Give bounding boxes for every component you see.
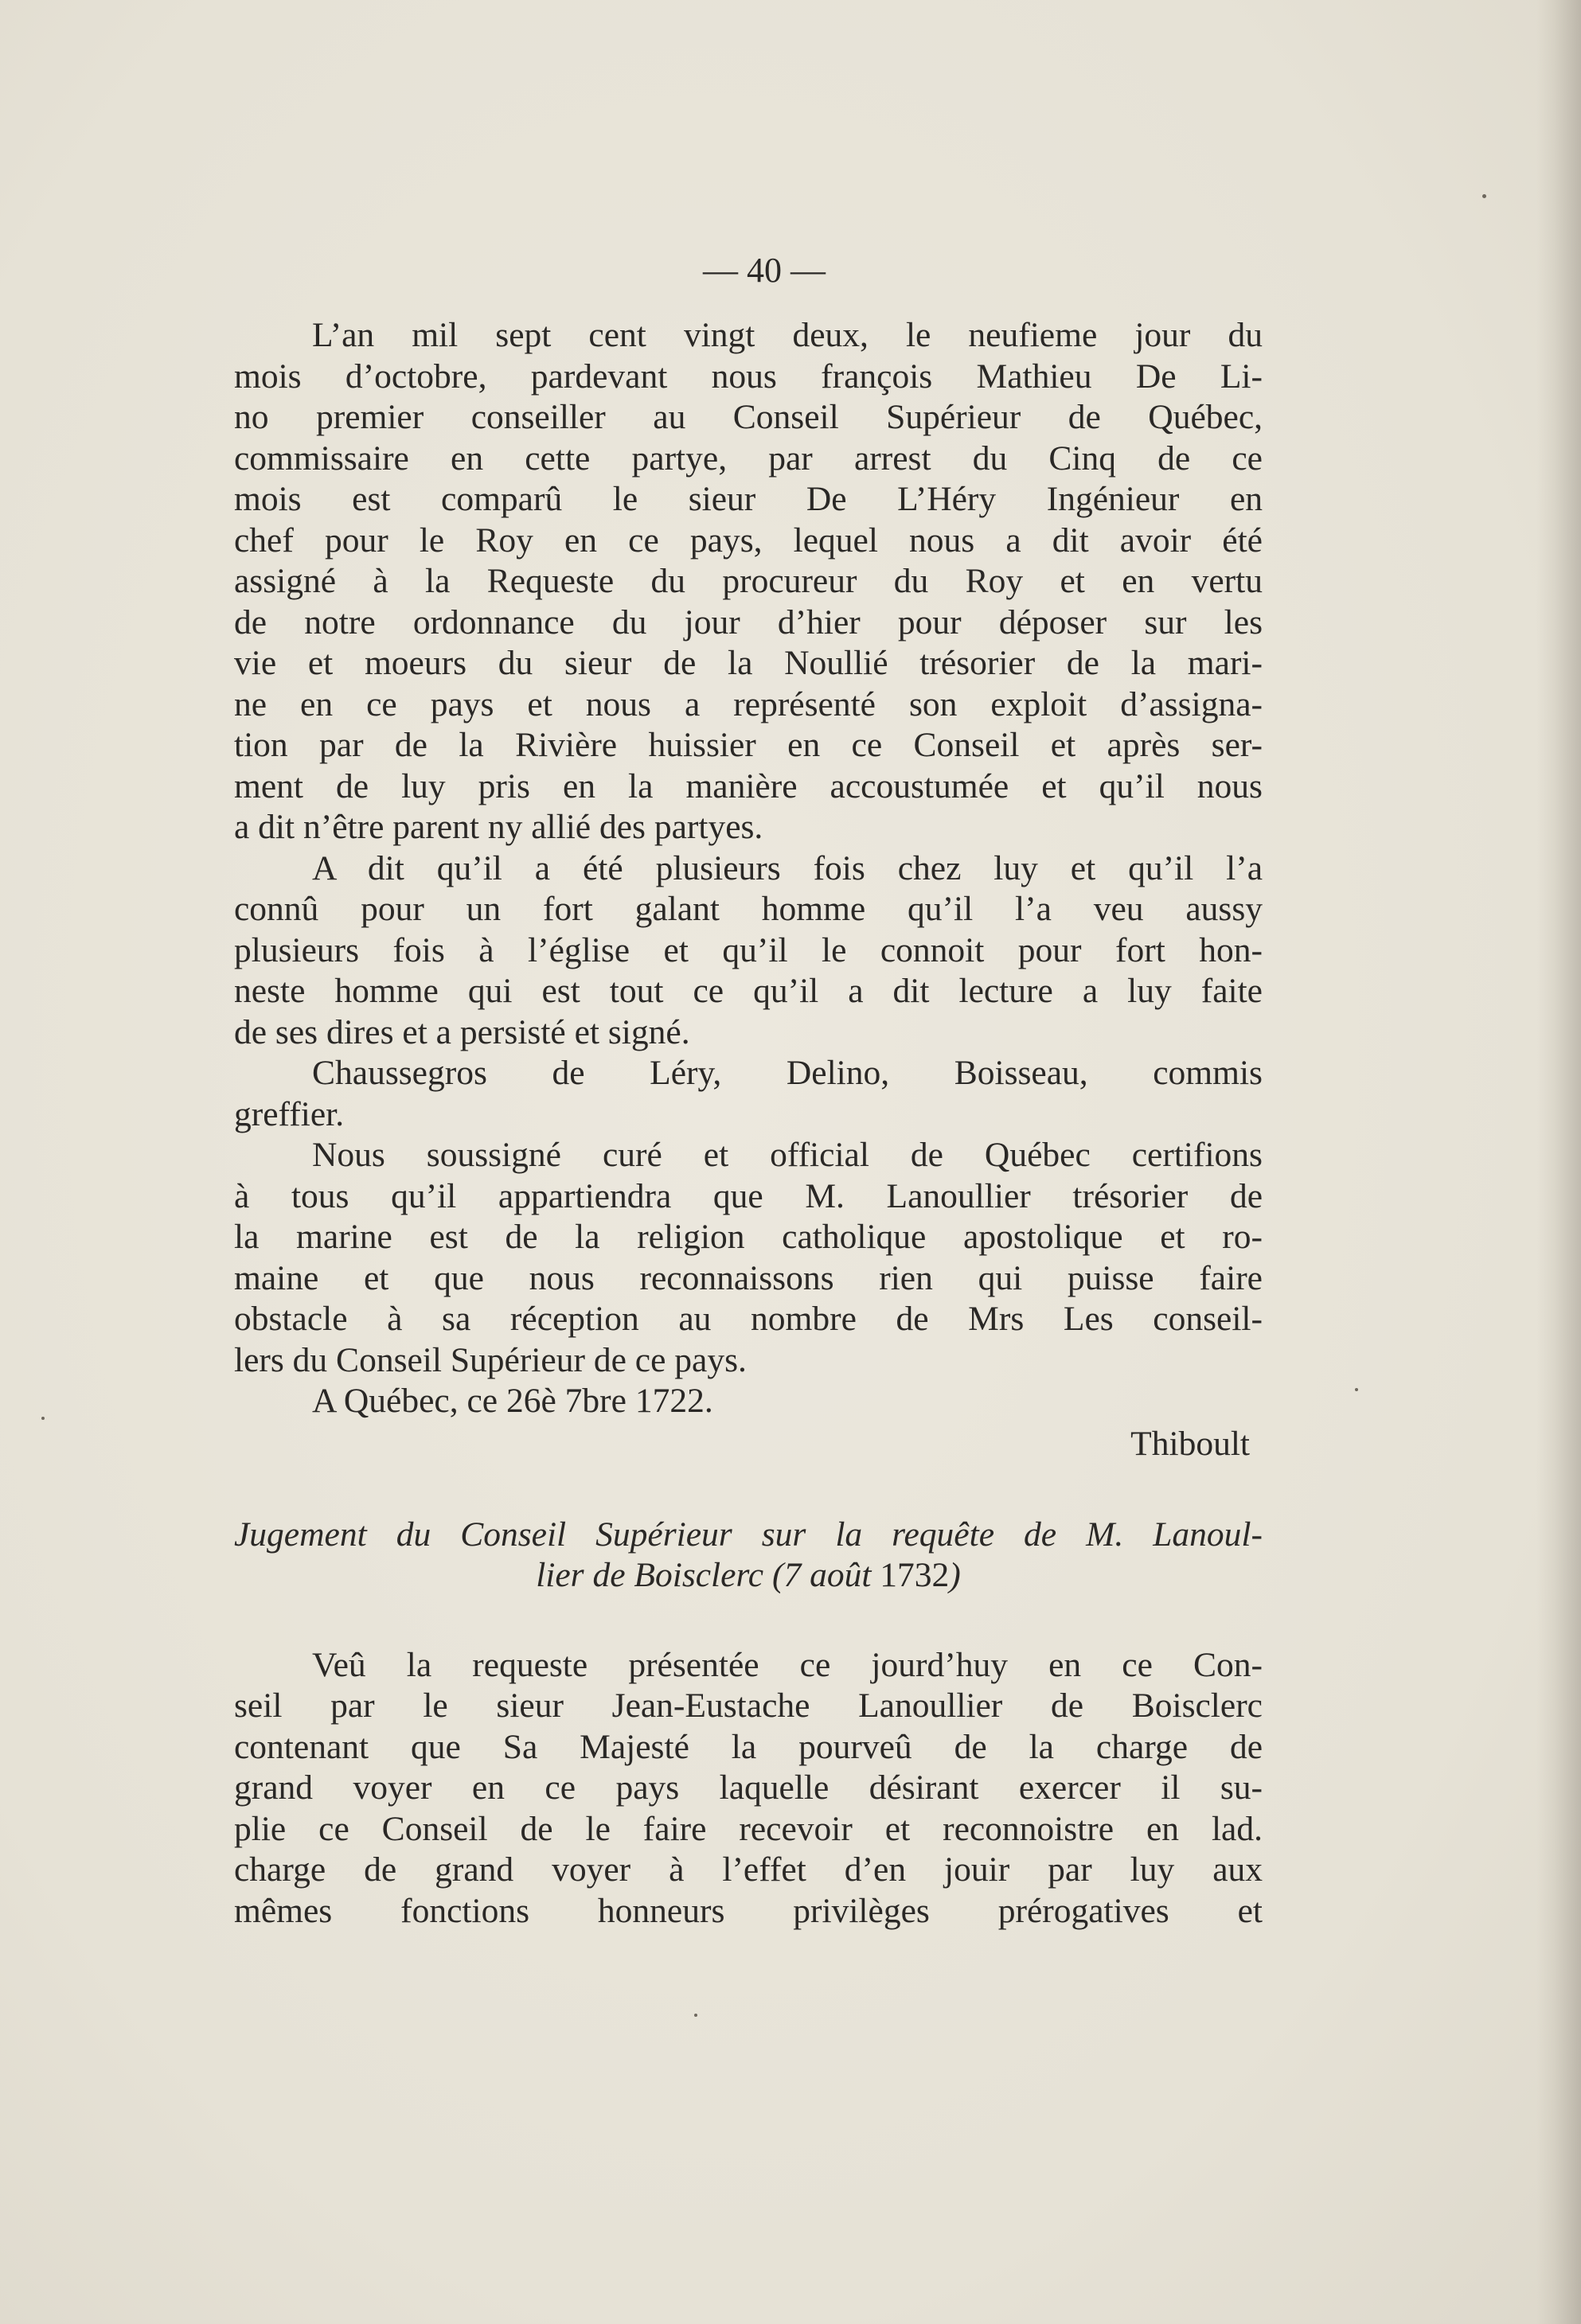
text-line: no premier conseiller au Conseil Supérieur de Québec, (234, 398, 1263, 436)
text-line: obstacle à sa réception au nombre de Mrs Les conseil- (234, 1300, 1263, 1338)
text-line: la marine est de la religion catholique apostolique et ro- (234, 1218, 1263, 1256)
text-line: commissaire en cette partye, par arrest du Cinq de ce (234, 439, 1263, 478)
spacer (234, 1596, 1263, 1645)
heading-year: 1732 (880, 1555, 950, 1594)
text-line: tion par de la Rivière huissier en ce Conseil et après ser- (234, 726, 1263, 764)
text-line: maine et que nous reconnaissons rien qui puisse faire (234, 1258, 1263, 1297)
text-line: greffier. (234, 1094, 345, 1133)
text-line: Nous soussigné curé et official de Québec certifions (312, 1136, 1263, 1174)
page-number: — 40 — (703, 251, 826, 290)
heading-line (234, 1555, 1263, 1596)
text-line: assigné à la Requeste du procureur du Roy et en vertu (234, 562, 1263, 600)
text-line: contenant que Sa Majesté la pourveû de la charge de (234, 1727, 1263, 1766)
text-line: ment de luy pris en la manière accoustumée et qu’il nous (234, 766, 1263, 805)
dateline: A Québec, ce 26è 7bre 1722. (312, 1382, 713, 1420)
text-line: à tous qu’il appartiendra que M. Lanoullier trésorier de (234, 1176, 1263, 1215)
text-line: mois d’octobre, pardevant nous françois Mathieu De Li- (234, 357, 1263, 396)
text-line: lers du Conseil Supérieur de ce pays. (234, 1340, 747, 1379)
page-text (234, 239, 1263, 1932)
heading-close: ) (949, 1555, 961, 1594)
text-line: plie ce Conseil de le faire recevoir et reconnoistre en lad. (234, 1809, 1263, 1848)
text-line: mois est comparû le sieur De L’Héry Ingénieur en (234, 480, 1263, 518)
text-line: Veû la requeste présentée ce jourd’huy en ce Con- (312, 1645, 1263, 1684)
text-line: a dit n’être parent ny allié des partyes. (234, 808, 763, 846)
text-line: grand voyer en ce pays laquelle désirant exercer il su- (234, 1768, 1263, 1807)
section-heading (234, 1515, 1263, 1596)
text-line: connû pour un fort galant homme qu’il l’a veu aussy (234, 890, 1263, 928)
text-line: mêmes fonctions honneurs privilèges prérogatives et (234, 1891, 1263, 1930)
heading-text: lier de Boisclerc ( (536, 1555, 784, 1594)
text-line: chef pour le Roy en ce pays, lequel nous a dit avoir été (234, 521, 1263, 560)
paper-speck (1482, 194, 1486, 198)
text-line: ne en ce pays et nous a représenté son exploit d’assigna- (234, 684, 1263, 723)
text-line: vie et moeurs du sieur de la Noullié trésorier de la mari- (234, 644, 1263, 682)
text-line: seil par le sieur Jean-Eustache Lanoullier de Boisclerc (234, 1686, 1263, 1725)
text-line: charge de grand voyer à l’effet d’en jouir par luy aux (234, 1850, 1263, 1889)
paragraph-testimony (234, 848, 1263, 1054)
page-edge-shadow (1536, 0, 1581, 2324)
text-line: Chaussegros de Léry, Delino, Boisseau, commis (312, 1054, 1263, 1092)
text-line: A dit qu’il a été plusieurs fois chez luy et qu’il l’a (312, 848, 1263, 887)
paper-speck (1355, 1388, 1358, 1391)
text-line: plusieurs fois à l’église et qu’il le connoit pour fort hon- (234, 930, 1263, 969)
paragraph-signatories (234, 1053, 1263, 1135)
heading-line: Jugement du Conseil Supérieur sur la requête de M. Lanoul- (234, 1515, 1263, 1554)
paragraph-certificate (234, 1135, 1263, 1422)
paragraph-deposition (234, 315, 1263, 848)
heading-date: 7 août (783, 1555, 880, 1594)
paper-speck (41, 1417, 45, 1420)
text-line: L’an mil sept cent vingt deux, le neufieme jour du (312, 316, 1263, 354)
paragraph-judgment (234, 1645, 1263, 1932)
signature: Thiboult (1130, 1424, 1250, 1463)
text-line: de notre ordonnance du jour d’hier pour déposer sur les (234, 602, 1263, 641)
text-line: de ses dires et a persisté et signé. (234, 1012, 690, 1051)
paper-speck (694, 2014, 697, 2017)
text-line: neste homme qui est tout ce qu’il a dit lecture a luy faite (234, 972, 1263, 1010)
